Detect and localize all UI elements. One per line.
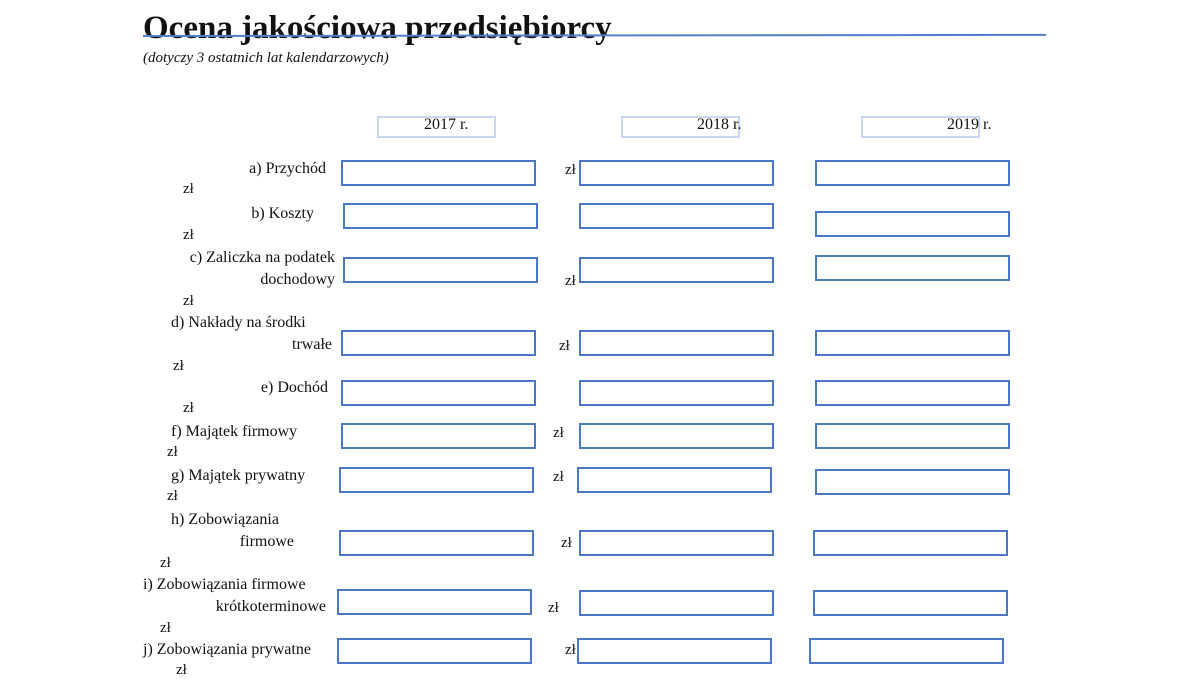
year-header-2017: 2017 r. [424,116,469,133]
currency-label: zł [167,444,178,460]
zobowiazania-firmowe-2017-field[interactable] [339,530,534,556]
currency-label: zł [565,162,576,178]
row-label-dochod: e) Dochód [260,379,328,396]
dochod-2017-field[interactable] [341,380,536,406]
majatek-prywatny-2018-field[interactable] [577,467,772,493]
majatek-firmowy-2019-field[interactable] [815,423,1010,449]
przychod-2019-field[interactable] [815,160,1010,186]
currency-label: zł [173,358,184,374]
currency-label: zł [548,600,559,616]
currency-label: zł [553,469,564,485]
currency-label: zł [559,338,570,354]
zobowiazania-firmowe-2019-field[interactable] [813,530,1008,556]
row-label-zobowiazania-prywatne: j) Zobowiązania prywatne [143,641,311,658]
row-label-przychod: a) Przychód [249,160,326,177]
row-label-zaliczka: c) Zaliczka na podatek [189,249,335,266]
row-label-zobowiazania-krotkoterminowe: i) Zobowiązania firmowe [143,576,306,593]
koszty-2019-field[interactable] [815,211,1010,237]
currency-label: zł [561,535,572,551]
majatek-prywatny-2017-field[interactable] [339,467,534,493]
year-header-2019: 2019 r. [947,116,992,133]
zobowiazania-krotkoterminowe-2017-field[interactable] [337,589,532,615]
naklady-2019-field[interactable] [815,330,1010,356]
zobowiazania-prywatne-2019-field[interactable] [809,638,1004,664]
przychod-2017-field[interactable] [341,160,536,186]
row-label-naklady: d) Nakłady na środki [171,314,306,331]
naklady-2018-field[interactable] [579,330,774,356]
dochod-2019-field[interactable] [815,380,1010,406]
page-subtitle: (dotyczy 3 ostatnich lat kalendarzowych) [143,50,389,66]
currency-label: zł [183,227,194,243]
row-label-zobowiazania-firmowe-cont: firmowe [239,533,294,550]
row-label-zobowiazania-krotkoterminowe-cont: krótkoterminowe [215,598,326,615]
zobowiazania-firmowe-2018-field[interactable] [579,530,774,556]
currency-label: zł [183,293,194,309]
row-label-majatek-firmowy: f) Majątek firmowy [171,423,298,440]
row-label-zobowiazania-firmowe: h) Zobowiązania [171,511,279,528]
majatek-firmowy-2018-field[interactable] [579,423,774,449]
zaliczka-2018-field[interactable] [579,257,774,283]
row-label-zaliczka-cont: dochodowy [260,271,335,288]
currency-label: zł [565,642,576,658]
zobowiazania-krotkoterminowe-2018-field[interactable] [579,590,774,616]
currency-label: zł [183,400,194,416]
currency-label: zł [565,273,576,289]
zaliczka-2017-field[interactable] [343,257,538,283]
zobowiazania-prywatne-2018-field[interactable] [577,638,772,664]
zobowiazania-prywatne-2017-field[interactable] [337,638,532,664]
currency-label: zł [176,662,187,678]
zobowiazania-krotkoterminowe-2019-field[interactable] [813,590,1008,616]
currency-label: zł [167,488,178,504]
koszty-2017-field[interactable] [343,203,538,229]
dochod-2018-field[interactable] [579,380,774,406]
page-title: Ocena jakościowa przedsiębiorcy [143,10,612,46]
currency-label: zł [160,555,171,571]
row-label-naklady-cont: trwałe [292,336,332,353]
currency-label: zł [183,181,194,197]
currency-label: zł [160,620,171,636]
naklady-2017-field[interactable] [341,330,536,356]
currency-label: zł [553,425,564,441]
majatek-firmowy-2017-field[interactable] [341,423,536,449]
majatek-prywatny-2019-field[interactable] [815,469,1010,495]
year-header-2018: 2018 r. [697,116,742,133]
przychod-2018-field[interactable] [579,160,774,186]
koszty-2018-field[interactable] [579,203,774,229]
row-label-koszty: b) Koszty [251,205,314,222]
row-label-majatek-prywatny: g) Majątek prywatny [171,467,306,484]
zaliczka-2019-field[interactable] [815,255,1010,281]
